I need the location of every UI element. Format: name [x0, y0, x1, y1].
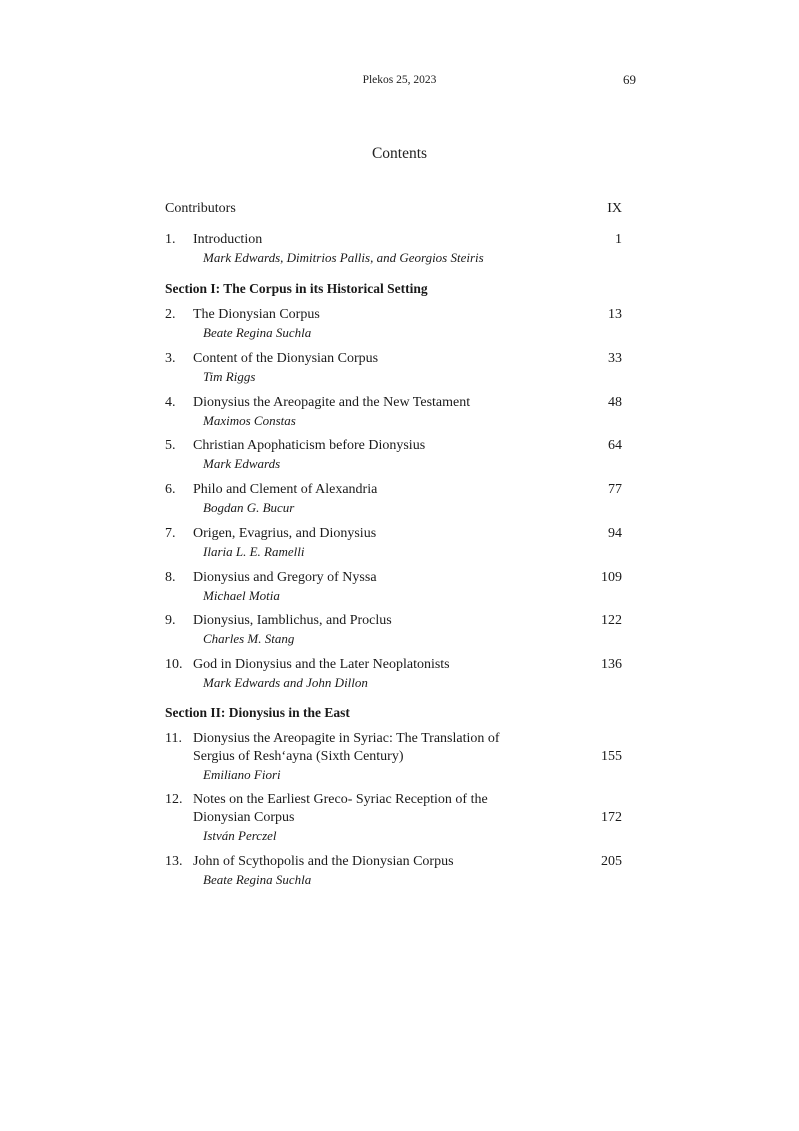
entry-author: Tim Riggs	[203, 369, 256, 384]
entry-page: 205	[601, 854, 622, 869]
entry-number: 12.	[165, 792, 183, 807]
entry-title: Philo and Clement of Alexandria	[193, 482, 378, 497]
front-matter-page: IX	[607, 201, 622, 216]
entry-page: 48	[608, 395, 622, 410]
entry-title: God in Dionysius and the Later Neoplatonists	[193, 657, 450, 672]
entry-title: Dionysius the Areopagite and the New Testament	[193, 395, 471, 410]
entry-page: 1	[615, 232, 622, 247]
section-heading: Section I: The Corpus in its Historical Setting	[165, 281, 428, 296]
entry-author: Maximos Constas	[203, 413, 296, 428]
entry-author: Mark Edwards, Dimitrios Pallis, and Georgios Steiris	[203, 250, 484, 265]
entry-number: 7.	[165, 526, 176, 541]
section-heading: Section II: Dionysius in the East	[165, 705, 350, 720]
entry-title: Introduction	[193, 232, 263, 247]
entry-title-line-1: Notes on the Earliest Greco- Syriac Reception of the	[193, 792, 488, 807]
running-head: Plekos 25, 2023	[362, 74, 437, 86]
entry-author: István Perczel	[203, 828, 277, 843]
entry-page: 94	[608, 526, 622, 541]
entry-page: 77	[608, 482, 622, 497]
entry-number: 4.	[165, 395, 176, 410]
entry-page: 136	[601, 657, 622, 672]
entry-title: Christian Apophaticism before Dionysius	[193, 438, 426, 453]
entry-title: Dionysius and Gregory of Nyssa	[193, 570, 377, 585]
entry-number: 1.	[165, 232, 176, 247]
entry-number: 13.	[165, 854, 183, 869]
entry-number: 5.	[165, 438, 176, 453]
entry-number: 8.	[165, 570, 176, 585]
entry-number: 9.	[165, 613, 176, 628]
entry-page: 64	[608, 438, 622, 453]
entry-title: Origen, Evagrius, and Dionysius	[193, 526, 377, 541]
entry-author: Emiliano Fiori	[203, 767, 281, 782]
entry-title-line-2: Sergius of Resh‘ayna (Sixth Century)	[193, 749, 404, 764]
entry-page: 172	[601, 810, 622, 825]
entry-number: 3.	[165, 351, 176, 366]
entry-author: Beate Regina Suchla	[203, 325, 312, 340]
front-matter-label: Contributors	[165, 201, 236, 216]
entry-author: Bogdan G. Bucur	[203, 500, 295, 515]
entry-number: 10.	[165, 657, 183, 672]
entry-author: Ilaria L. E. Ramelli	[203, 544, 305, 559]
entry-title: Dionysius, Iamblichus, and Proclus	[193, 613, 392, 628]
entry-author: Charles M. Stang	[203, 631, 295, 646]
entry-author: Beate Regina Suchla	[203, 872, 312, 887]
entry-title-line-2: Dionysian Corpus	[193, 810, 295, 825]
entry-number: 6.	[165, 482, 176, 497]
entry-title: The Dionysian Corpus	[193, 307, 320, 322]
entry-number: 11.	[165, 731, 182, 746]
entry-title-line-1: Dionysius the Areopagite in Syriac: The Translation of	[193, 731, 500, 746]
entry-author: Mark Edwards and John Dillon	[203, 675, 368, 690]
entry-page: 122	[601, 613, 622, 628]
page-number: 69	[623, 72, 636, 87]
entry-page: 13	[608, 307, 622, 322]
entry-number: 2.	[165, 307, 176, 322]
entry-title: Content of the Dionysian Corpus	[193, 351, 379, 366]
entry-page: 155	[601, 749, 622, 764]
entry-author: Mark Edwards	[203, 456, 281, 471]
entry-author: Michael Motia	[203, 588, 280, 603]
page-title: Contents	[371, 145, 428, 162]
entry-title: John of Scythopolis and the Dionysian Corpus	[193, 854, 454, 869]
entry-page: 33	[608, 351, 622, 366]
entry-page: 109	[601, 570, 622, 585]
